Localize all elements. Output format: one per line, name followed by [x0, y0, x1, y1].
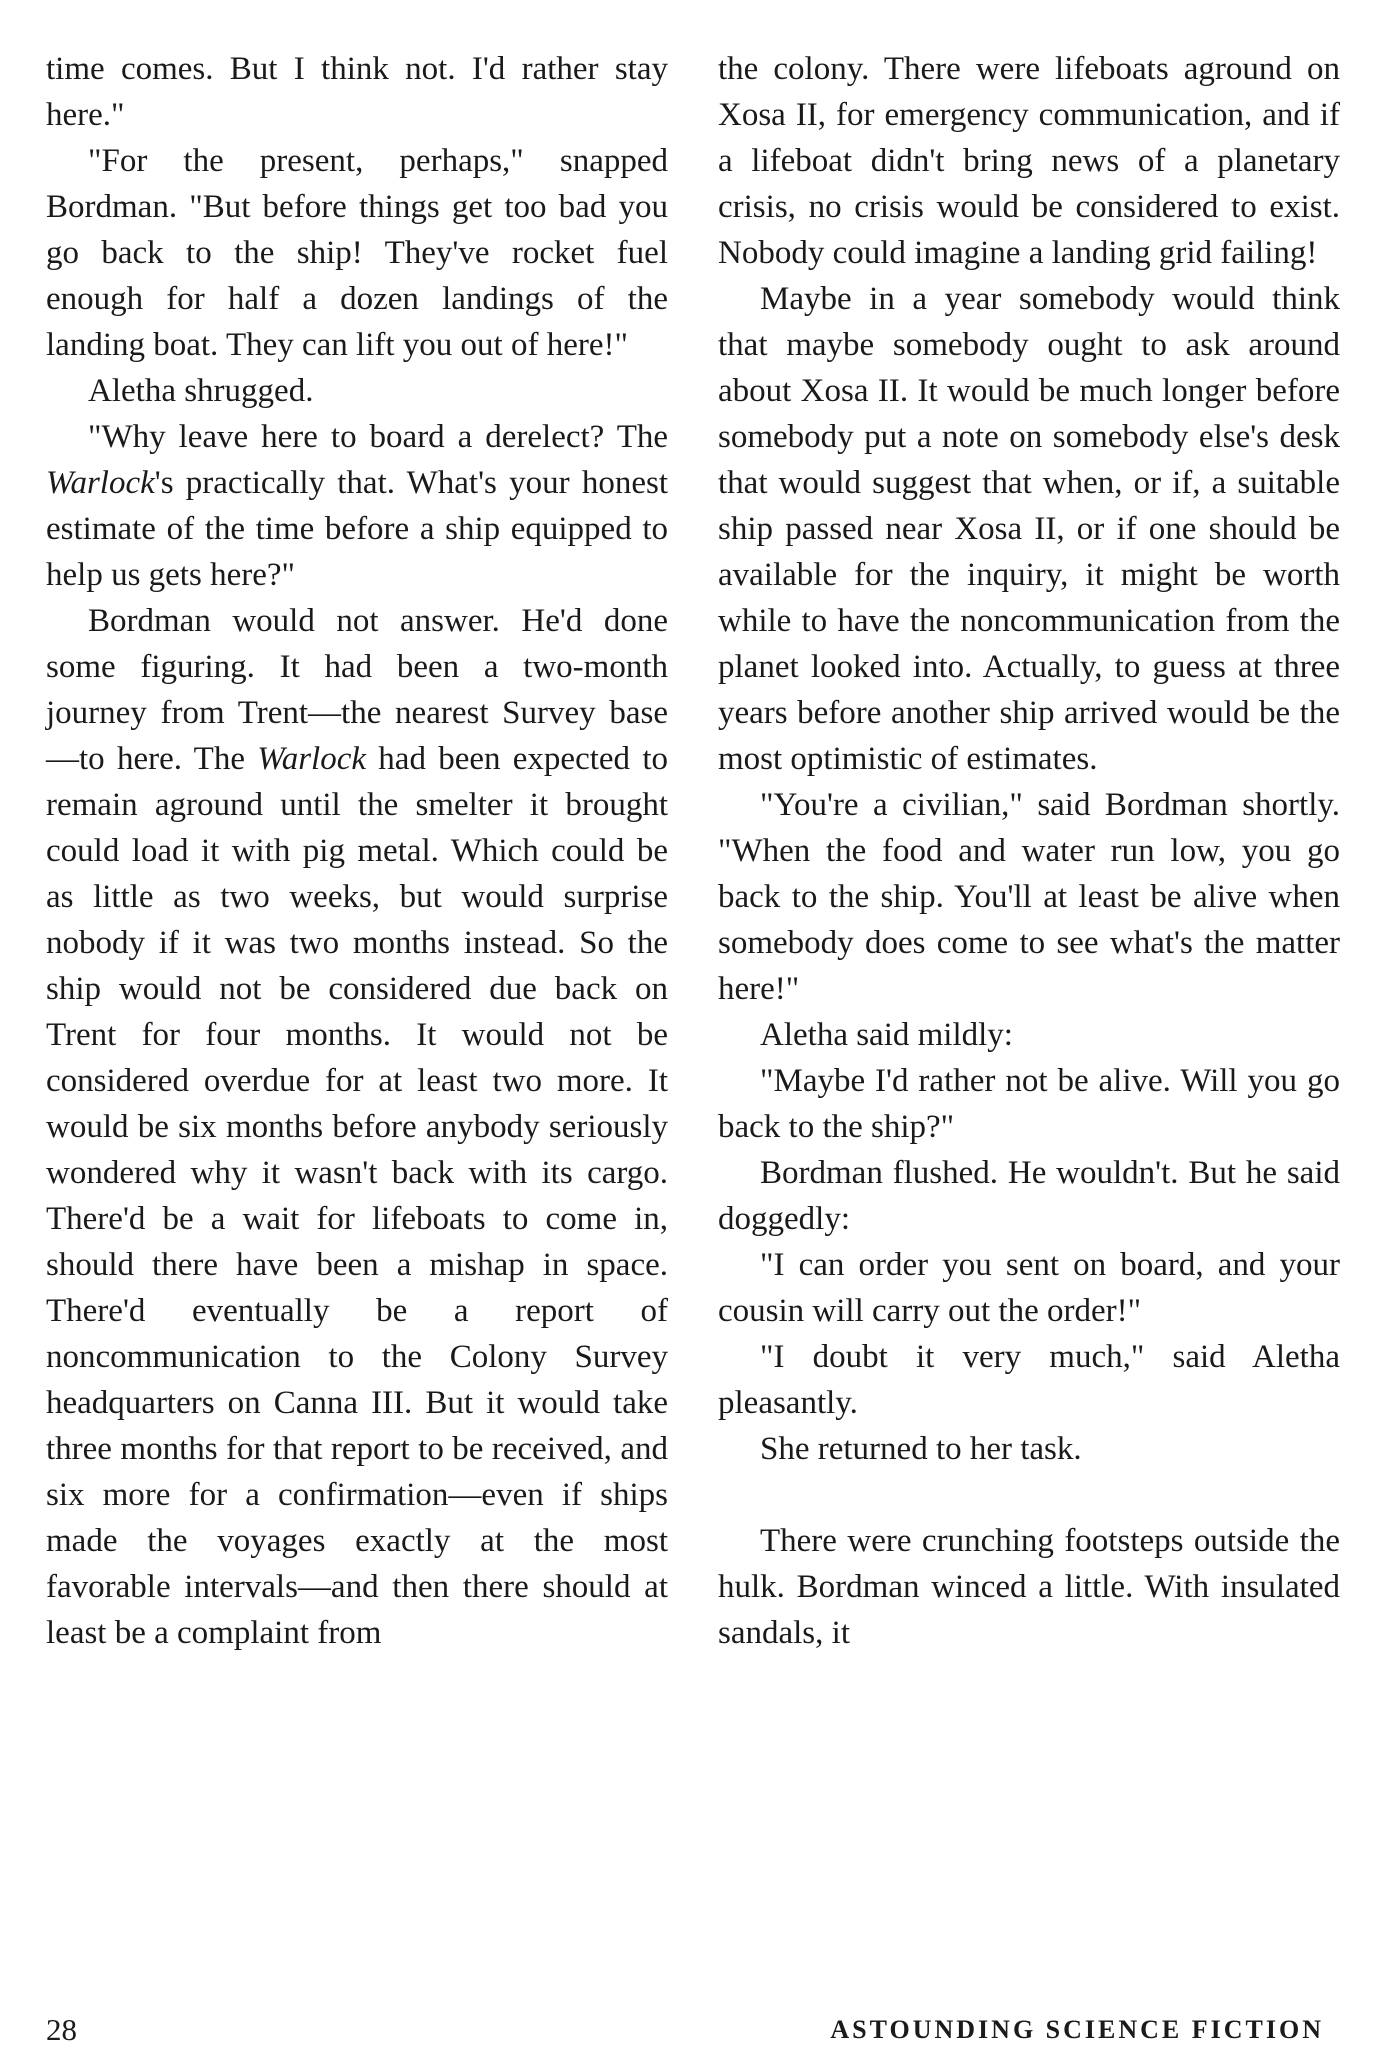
- text-run: "Why leave here to board a derelect? The: [88, 419, 668, 455]
- paragraph: "Maybe I'd rather not be alive. Will you go back to the ship?": [718, 1063, 1340, 1145]
- paragraph: "You're a civilian," said Bordman shortly. "When the food and water run low, you go back to the ship. You'll at least be alive when somebody does come to see what's the matter here!": [718, 787, 1340, 1007]
- ship-name: Warlock: [257, 741, 367, 777]
- text-run: Bordman would not answer. He'd done some figuring. It had been a two-month journey from Trent—the nearest Survey base—to here. The: [46, 603, 668, 777]
- text-run: had been expected to remain aground until the smelter it brought could load it with pig metal. Which could be as little as two weeks, but would surprise nobody if it was two months instead. So the ship would not be considered due back on Trent for four months. It would not be considered overdue for at least two more. It would be six months before anybody seriously wondered why it wasn't back with its cargo. There'd be a wait for lifeboats to come in, should there have been a mishap in space. There'd eventually be a report of noncommunication to the Colony Survey headquarters on Canna III. But it would take three months for that report to be received, and six more for a confirmation—even if ships made the voyages exactly at the most favorable intervals—and then there should at least be a complaint from: [46, 741, 668, 1651]
- paragraph: There were crunching footsteps outside the hulk. Bordman winced a little. With insulated sandals, it: [718, 1523, 1340, 1651]
- right-text-column: [718, 46, 1340, 1656]
- paragraph: "For the present, perhaps," snapped Bordman. "But before things get too bad you go back to the ship! They've rocket fuel enough for half a dozen landings of the landing boat. They can lift you out of here!": [46, 143, 668, 363]
- magazine-title: ASTOUNDING SCIENCE FICTION: [830, 2015, 1324, 2044]
- paragraph: Bordman flushed. He wouldn't. But he said doggedly:: [718, 1155, 1340, 1237]
- page-number: 28: [46, 2012, 77, 2047]
- paragraph: [46, 598, 668, 1656]
- paragraph: "I can order you sent on board, and your cousin will carry out the order!": [718, 1247, 1340, 1329]
- paragraph: "I doubt it very much," said Aletha pleasantly.: [718, 1339, 1340, 1421]
- paragraph: the colony. There were lifeboats aground on Xosa II, for emergency communication, and if a lifeboat didn't bring news of a planetary crisis, no crisis would be considered to exist. Nobody could imagine a landing grid failing!: [718, 51, 1340, 271]
- paragraph: Aletha said mildly:: [760, 1017, 1013, 1053]
- paragraph: time comes. But I think not. I'd rather stay here.": [46, 51, 668, 133]
- paragraph: She returned to her task.: [760, 1431, 1082, 1467]
- paragraph: [46, 414, 668, 598]
- paragraph: Maybe in a year somebody would think that maybe somebody ought to ask around about Xosa II. It would be much longer before somebody put a note on somebody else's desk that would suggest that when, or if, a suitable ship passed near Xosa II, or if one should be available for the inquiry, it might be worth while to have the noncommunication from the planet looked into. Actually, to guess at three years before another ship arrived would be the most optimistic of estimates.: [718, 281, 1340, 777]
- text-run: 's practically that. What's your honest estimate of the time before a ship equipped to help us gets here?": [46, 465, 668, 593]
- left-text-column: [46, 46, 668, 1656]
- ship-name: Warlock: [46, 465, 155, 501]
- paragraph: Aletha shrugged.: [88, 373, 314, 409]
